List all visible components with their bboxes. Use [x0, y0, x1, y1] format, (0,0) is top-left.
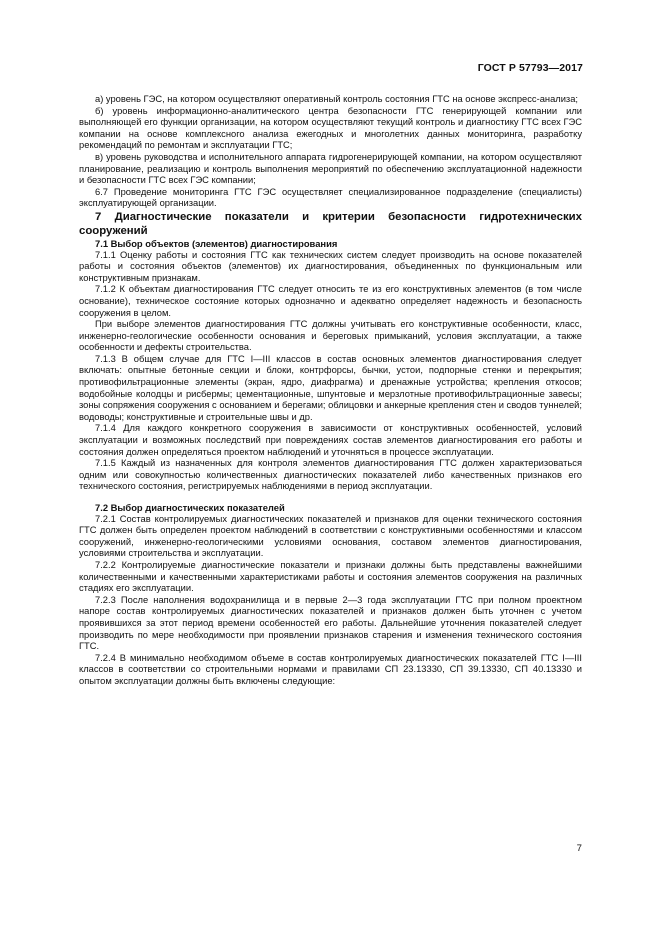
paragraph-intro-a: а) уровень ГЭС, на котором осуществляют оперативный контроль состояния ГТС на основе экспресс-анализа; [95, 94, 579, 104]
subsection-7-2-title: 7.2 Выбор диагностических показателей [95, 502, 285, 513]
paragraph-intro-b: б) уровень информационно-аналитического центра безопасности ГТС генерирующей компании или выполняющей его функции организации, на котором осуществляют текущий контроль и диагностику ГТС всех ГЭС компании на основе комплексного анализа ежегодных и многолетних данных мониторинга, разработку рекомендаций по ремонтам и эксплуатации ГТС; [79, 105, 582, 151]
page-number: 7 [576, 843, 582, 854]
paragraph-7-1-5: 7.1.5 Каждый из назначенных для контроля элементов диагностирования ГТС должен характеризоваться одним или совокупностью количественных диагностических показателей либо качественных признаков его технического состояния, регистрируемых наблюдениями в период эксплуатации. [79, 458, 582, 492]
paragraph-7-2-2: 7.2.2 Контролируемые диагностические показатели и признаки должны быть представлены важнейшими количественными и качественными характеристиками работы и состояния элементов сооружения на различных стадиях его эксплуатации. [79, 559, 582, 594]
paragraph-7-2-3: 7.2.3 После наполнения водохранилища и в первые 2—3 года эксплуатации ГТС при полном проектном напоре состав контролируемых диагностических показателей и признаков должен быть уточнен с учетом проявившихся за этот период времени особенностей его работы. Дальнейшие уточнения показателей следует производить по мере необходимости при проявлении признаков старения и изменения технического состояния ГТС. [79, 594, 582, 652]
paragraph-intro-v: в) уровень руководства и исполнительного аппарата гидрогенерирующей компании, на котором осуществляют планирование, реализацию и контроль выполнения мероприятий по обеспечению эксплуатационной надежности и безопасности ГТС всех ГЭС компании; [79, 151, 582, 186]
paragraph-6-7: 6.7 Проведение мониторинга ГТС ГЭС осуществляет специализированное подразделение (специалисты) эксплуатирующей организации. [79, 186, 582, 209]
document-body [79, 94, 582, 688]
standard-code: ГОСТ Р 57793—2017 [477, 62, 583, 74]
paragraph-7-1-1: 7.1.1 Оценку работы и состояния ГТС как технических систем следует производить на основе показателей работы и состояния объектов (элементов) их диагностирования, объединенных по функциональным или конструктивным признакам. [79, 249, 582, 283]
paragraph-7-2-1: 7.2.1 Состав контролируемых диагностических показателей и признаков для оценки технического состояния ГТС должен быть определен проектом наблюдений в соответствии с конструктивными особенностями и классом сооружений, инженерно-геологическими условиями основания, составом элементов диагностирования, условиями строительства и эксплуатации. [79, 513, 582, 559]
section-7-title: 7 Диагностические показатели и критерии безопасности гидротехнических сооружений [79, 210, 582, 237]
paragraph-7-1-4: 7.1.4 Для каждого конкретного сооружения в зависимости от конструктивных особенностей, условий эксплуатации и возможных последствий при повреждениях состав элементов диагностирования его работы и состояния должен определяться проектом наблюдений и уточняться в процессе эксплуатации. [79, 423, 582, 457]
paragraph-7-1-2: 7.1.2 К объектам диагностирования ГТС следует относить те из его конструктивных элементов (в том числе основание), техническое состояние которых однозначно и адекватно определяет надежность и безопасность сооружения в целом. [79, 284, 582, 318]
paragraph-7-1-2-cont: При выборе элементов диагностирования ГТС должны учитывать его конструктивные особенности, класс, инженерно-геологические особенности основания и береговых примыканий, условия эксплуатации, а также особенности и дефекты строительства. [79, 319, 582, 353]
subsection-7-1-title: 7.1 Выбор объектов (элементов) диагностирования [95, 237, 338, 249]
paragraph-7-2-4: 7.2.4 В минимально необходимом объеме в состав контролируемых диагностических показателей ГТС I—III классов в соответствии со строительными нормами и правилами СП 23.13330, СП 39.13330, СП 40.13330 и опытом эксплуатации должны быть включены следующие: [79, 652, 582, 686]
paragraph-7-1-3: 7.1.3 В общем случае для ГТС I—III классов в состав основных элементов диагностирования следует включать: опытные бетонные секции и блоки, контрфорсы, бычки, устои, подпорные стенки и перекрытия; противофильтрационные элементы (экран, ядро, диафрагма) и дренажные устройства; крепления откосов; водобойные колодцы и рисбермы; цементационные, шпунтовые и мерзлотные противофильтрационные завесы; зоны сопряжения сооружения с основанием и берегами; облицовки и анкерные крепления стен и сводов туннелей; водоводы; конструктивные и строительные швы и др. [79, 353, 582, 422]
